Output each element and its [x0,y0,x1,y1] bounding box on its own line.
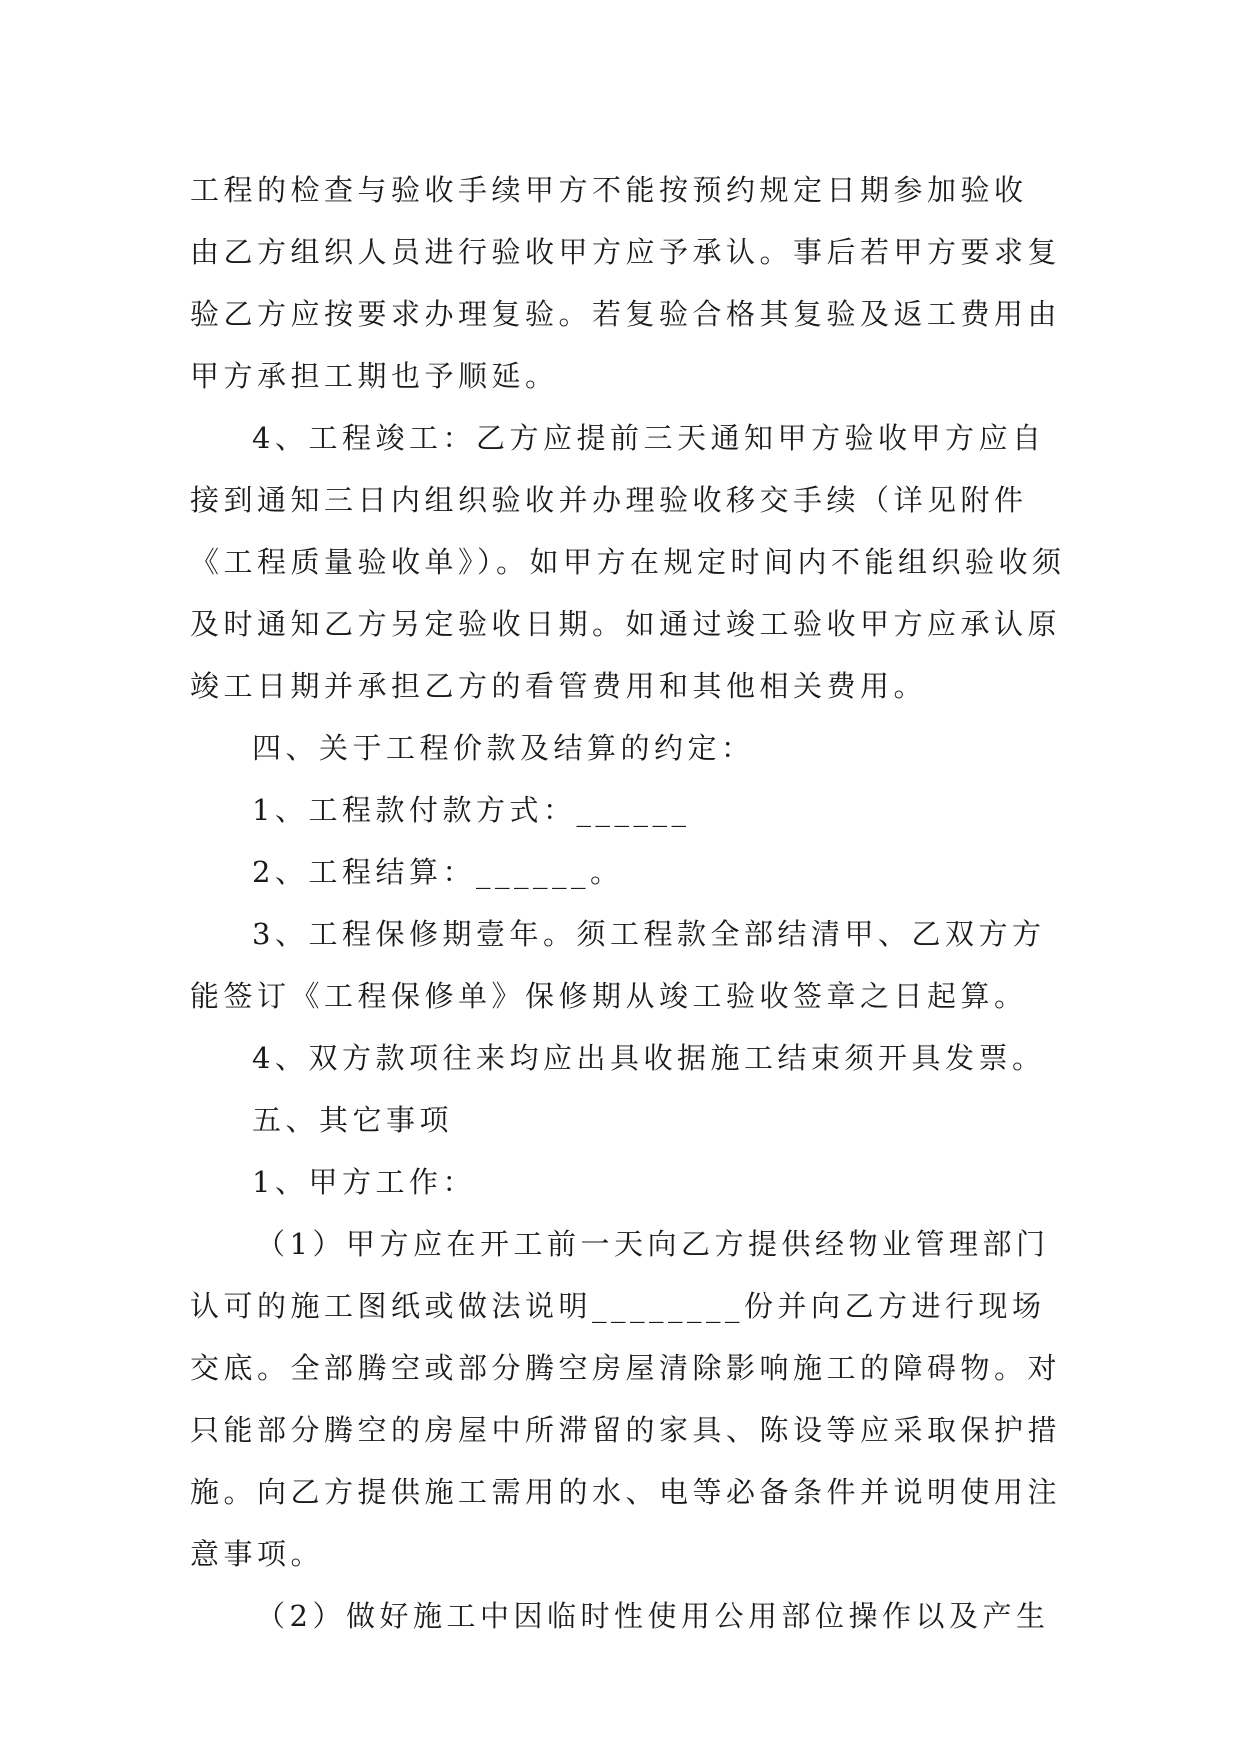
paragraph-line: 验乙方应按要求办理复验。若复验合格其复验及返工费用由 [190,297,1062,331]
section-heading-other: 五、其它事项 [252,1103,454,1137]
paragraph-line: 竣工日期并承担乙方的看管费用和其他相关费用。 [190,669,928,703]
paragraph-line: 认可的施工图纸或做法说明________份并向乙方进行现场 [190,1289,1046,1323]
paragraph-line: 由乙方组织人员进行验收甲方应予承认。事后若甲方要求复 [190,235,1062,269]
paragraph-line: 施。向乙方提供施工需用的水、电等必备条件并说明使用注 [190,1475,1062,1509]
paragraph-line: 交底。全部腾空或部分腾空房屋清除影响施工的障碍物。对 [190,1351,1062,1385]
paragraph-line: 意事项。 [190,1537,325,1571]
paragraph-line: 及时通知乙方另定验收日期。如通过竣工验收甲方应承认原 [190,607,1062,641]
item-2: （2）做好施工中因临时性使用公用部位操作以及产生 [256,1599,1050,1633]
item-1: （1）甲方应在开工前一天向乙方提供经物业管理部门 [256,1227,1050,1261]
clause-payment-method: 1、工程款付款方式：______ [252,793,691,827]
paragraph-line: 《工程质量验收单》）。如甲方在规定时间内不能组织验收须 [190,545,1066,579]
clause-warranty: 3、工程保修期壹年。须工程款全部结清甲、乙双方方 [252,917,1046,951]
document-body [190,159,1066,1647]
paragraph-line: 甲方承担工期也予顺延。 [190,359,559,393]
clause-receipts: 4、双方款项往来均应出具收据施工结束须开具发票。 [252,1041,1046,1075]
paragraph-line: 只能部分腾空的房屋中所滞留的家具、陈设等应采取保护措 [190,1413,1062,1447]
section-heading-price: 四、关于工程价款及结算的约定： [252,731,755,765]
clause-settlement: 2、工程结算：______。 [252,855,624,889]
paragraph-line: 接到通知三日内组织验收并办理验收移交手续（详见附件 [190,483,1028,517]
paragraph-line: 能签订《工程保修单》保修期从竣工验收签章之日起算。 [190,979,1028,1013]
paragraph-line: 工程的检查与验收手续甲方不能按预约规定日期参加验收 [190,173,1028,207]
clause-party-a-work: 1、甲方工作： [252,1165,476,1199]
clause-completion: 4、工程竣工：乙方应提前三天通知甲方验收甲方应自 [252,421,1046,455]
